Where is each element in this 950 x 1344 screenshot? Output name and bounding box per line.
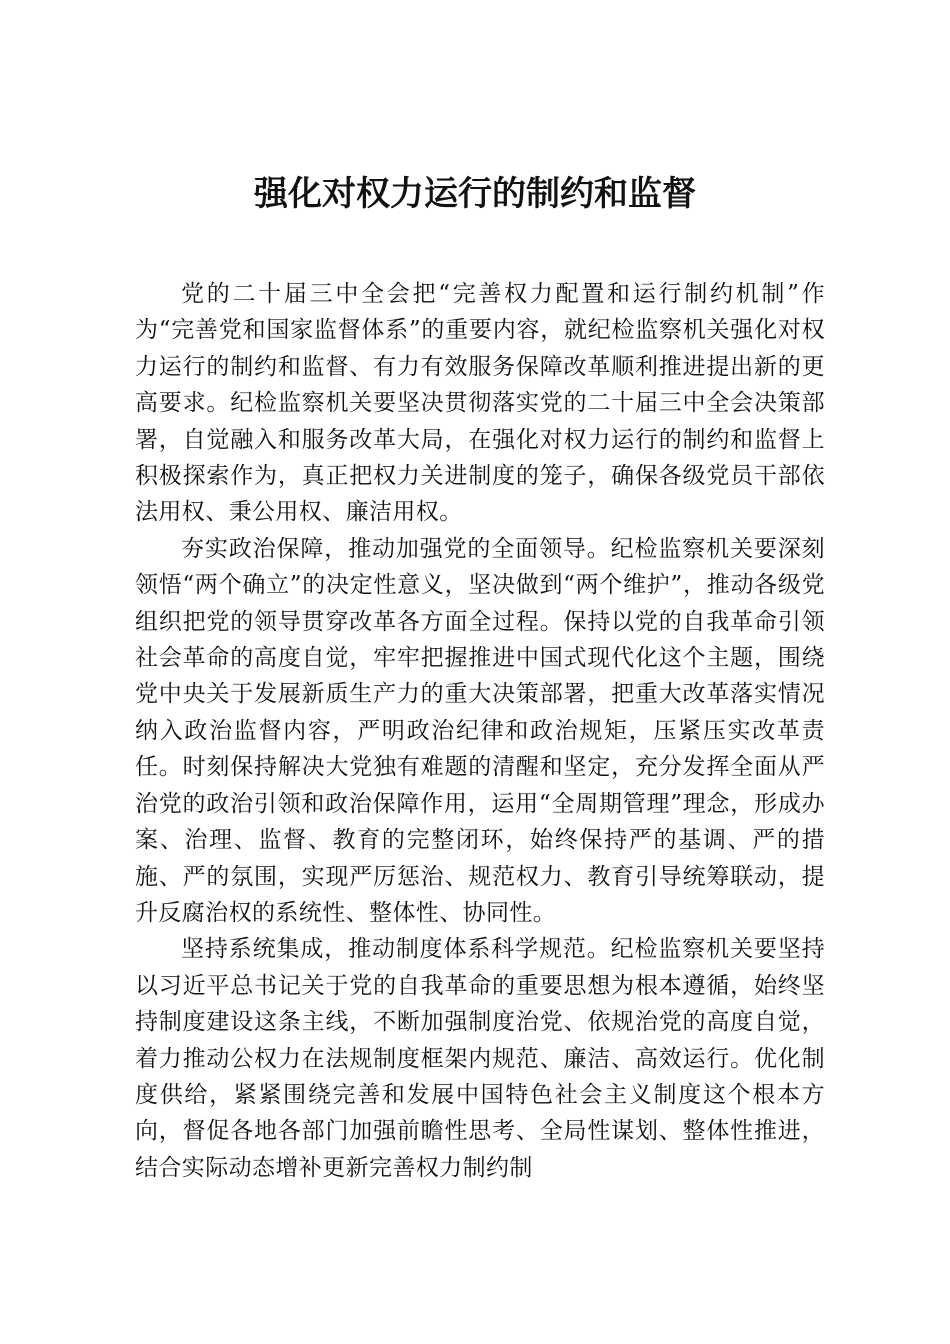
paragraph-system-integration: 坚持系统集成，推动制度体系科学规范。纪检监察机关要坚持以习近平总书记关于党的自我革命的重要思想为根本遵循，始终坚持制度建设这条主线，不断加强制度治党、依规治党的高度自觉，着力推动公权力在法规制度框架内规范、廉洁、高效运行。优化制度供给，紧紧围绕完善和发展中国特色社会主义制度这个根本方向，督促各地各部门加强前瞻性思考、全局性谋划、整体性推进，结合实际动态增补更新完善权力制约制 (135, 936, 825, 1181)
paragraph-political-guarantee: 夯实政治保障，推动加强党的全面领导。纪检监察机关要深刻领悟“两个确立”的决定性意义，坚决做到“两个维护”，推动各级党组织把党的领导贯穿改革各方面全过程。保持以党的自我革命引领社会革命的高度自觉，牢牢把握推进中国式现代化这个主题，围绕党中央关于发展新质生产力的重大决策部署，把重大改革落实情况纳入政治监督内容，严明政治纪律和政治规矩，压紧压实改革责任。时刻保持解决大党独有难题的清醒和坚定，充分发挥全面从严治党的政治引领和政治保障作用，运用“全周期管理”理念，形成办案、治理、监督、教育的完整闭环，始终保持严的基调、严的措施、严的氛围，实现严厉惩治、规范权力、教育引导统筹联动，提升反腐治权的系统性、整体性、协同性。 (135, 535, 825, 926)
document-title: 强化对权力运行的制约和监督 (254, 174, 696, 214)
document-body (135, 276, 825, 1186)
paragraph-intro: 党的二十届三中全会把“完善权力配置和运行制约机制”作为“完善党和国家监督体系”的重要内容，就纪检监察机关强化对权力运行的制约和监督、有力有效服务保障改革顺利推进提出新的更高要求。纪检监察机关要坚决贯彻落实党的二十届三中全会决策部署，自觉融入和服务改革大局，在强化对权力运行的制约和监督上积极探索作为，真正把权力关进制度的笼子，确保各级党员干部依法用权、秉公用权、廉洁用权。 (135, 281, 825, 526)
